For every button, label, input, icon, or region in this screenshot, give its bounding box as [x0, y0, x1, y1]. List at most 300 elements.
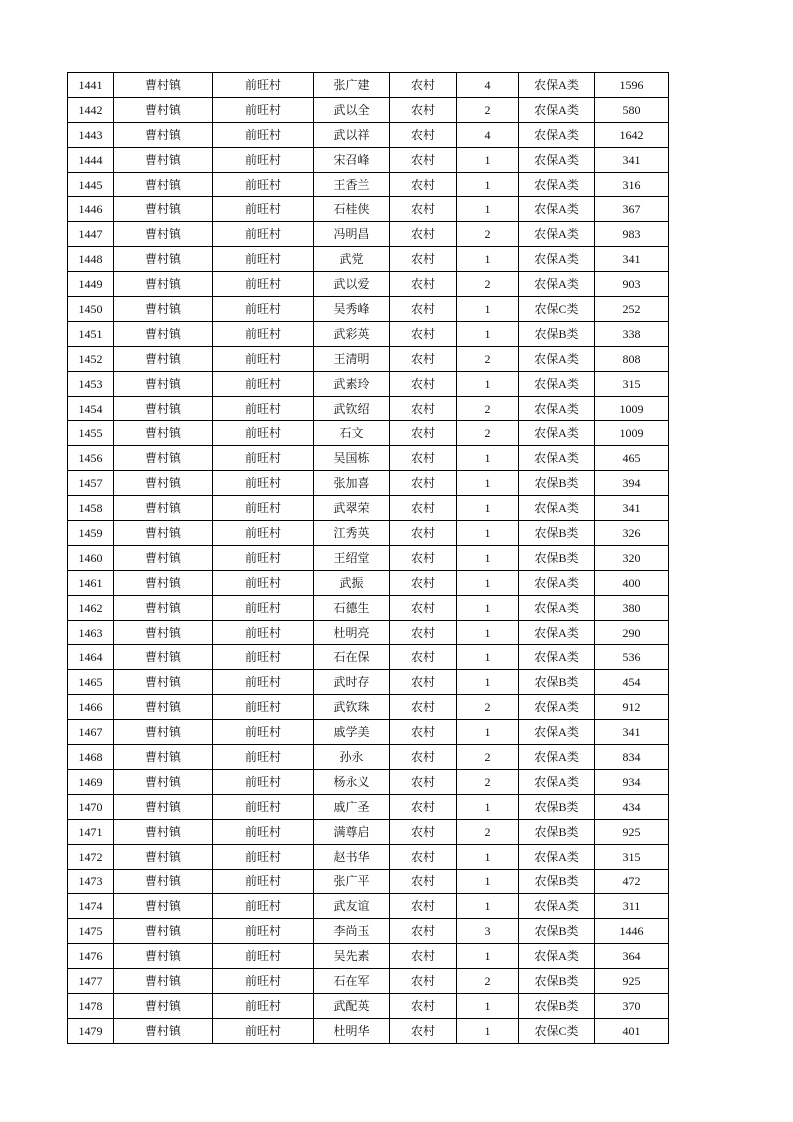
cell-household-size: 1: [457, 670, 519, 695]
cell-town: 曹村镇: [114, 222, 213, 247]
cell-village: 前旺村: [213, 645, 314, 670]
cell-insurance-category: 农保B类: [519, 321, 595, 346]
table-row: [68, 944, 669, 969]
cell-household-size: 1: [457, 720, 519, 745]
cell-village: 前旺村: [213, 545, 314, 570]
cell-town: 曹村镇: [114, 346, 213, 371]
cell-village: 前旺村: [213, 496, 314, 521]
cell-row-number: 1463: [68, 620, 114, 645]
cell-household-size: 1: [457, 371, 519, 396]
cell-household-type: 农村: [390, 197, 457, 222]
cell-town: 曹村镇: [114, 321, 213, 346]
table-row: [68, 97, 669, 122]
cell-village: 前旺村: [213, 894, 314, 919]
cell-household-type: 农村: [390, 73, 457, 98]
cell-row-number: 1465: [68, 670, 114, 695]
cell-amount: 252: [595, 297, 669, 322]
cell-household-type: 农村: [390, 695, 457, 720]
cell-row-number: 1449: [68, 272, 114, 297]
cell-town: 曹村镇: [114, 620, 213, 645]
cell-row-number: 1448: [68, 247, 114, 272]
cell-name: 戚广圣: [314, 794, 390, 819]
cell-household-type: 农村: [390, 297, 457, 322]
table-row: [68, 122, 669, 147]
cell-name: 张广平: [314, 869, 390, 894]
cell-row-number: 1456: [68, 446, 114, 471]
cell-household-type: 农村: [390, 844, 457, 869]
cell-insurance-category: 农保A类: [519, 595, 595, 620]
cell-village: 前旺村: [213, 147, 314, 172]
table-row: [68, 844, 669, 869]
cell-town: 曹村镇: [114, 496, 213, 521]
cell-amount: 434: [595, 794, 669, 819]
cell-row-number: 1452: [68, 346, 114, 371]
cell-village: 前旺村: [213, 446, 314, 471]
cell-name: 孙永: [314, 745, 390, 770]
cell-household-size: 1: [457, 894, 519, 919]
cell-amount: 903: [595, 272, 669, 297]
cell-amount: 536: [595, 645, 669, 670]
cell-row-number: 1470: [68, 794, 114, 819]
table-row: [68, 969, 669, 994]
cell-insurance-category: 农保B类: [519, 670, 595, 695]
cell-name: 武翠荣: [314, 496, 390, 521]
cell-insurance-category: 农保B类: [519, 521, 595, 546]
cell-name: 吴秀峰: [314, 297, 390, 322]
cell-town: 曹村镇: [114, 1018, 213, 1043]
cell-village: 前旺村: [213, 521, 314, 546]
cell-name: 武配英: [314, 993, 390, 1018]
cell-amount: 341: [595, 247, 669, 272]
cell-row-number: 1478: [68, 993, 114, 1018]
cell-amount: 934: [595, 769, 669, 794]
cell-household-size: 2: [457, 222, 519, 247]
cell-household-size: 1: [457, 446, 519, 471]
cell-household-size: 2: [457, 695, 519, 720]
cell-household-size: 1: [457, 993, 519, 1018]
cell-row-number: 1446: [68, 197, 114, 222]
cell-insurance-category: 农保B类: [519, 471, 595, 496]
cell-name: 李尚玉: [314, 919, 390, 944]
cell-village: 前旺村: [213, 695, 314, 720]
cell-row-number: 1466: [68, 695, 114, 720]
cell-household-size: 1: [457, 794, 519, 819]
cell-household-type: 农村: [390, 396, 457, 421]
cell-name: 吴国栋: [314, 446, 390, 471]
cell-household-type: 农村: [390, 321, 457, 346]
cell-amount: 326: [595, 521, 669, 546]
cell-amount: 290: [595, 620, 669, 645]
cell-name: 武以全: [314, 97, 390, 122]
table-row: [68, 819, 669, 844]
cell-amount: 1009: [595, 421, 669, 446]
cell-row-number: 1443: [68, 122, 114, 147]
cell-village: 前旺村: [213, 1018, 314, 1043]
cell-amount: 808: [595, 346, 669, 371]
cell-name: 武以爱: [314, 272, 390, 297]
cell-village: 前旺村: [213, 570, 314, 595]
cell-amount: 912: [595, 695, 669, 720]
cell-village: 前旺村: [213, 73, 314, 98]
cell-insurance-category: 农保A类: [519, 496, 595, 521]
cell-row-number: 1473: [68, 869, 114, 894]
cell-household-size: 2: [457, 346, 519, 371]
table-body: [68, 73, 669, 1044]
cell-amount: 394: [595, 471, 669, 496]
cell-amount: 983: [595, 222, 669, 247]
cell-household-type: 农村: [390, 222, 457, 247]
cell-town: 曹村镇: [114, 894, 213, 919]
cell-town: 曹村镇: [114, 819, 213, 844]
cell-village: 前旺村: [213, 944, 314, 969]
cell-amount: 472: [595, 869, 669, 894]
cell-village: 前旺村: [213, 794, 314, 819]
cell-household-size: 1: [457, 297, 519, 322]
cell-amount: 367: [595, 197, 669, 222]
cell-village: 前旺村: [213, 172, 314, 197]
cell-row-number: 1447: [68, 222, 114, 247]
table-row: [68, 1018, 669, 1043]
cell-village: 前旺村: [213, 297, 314, 322]
cell-household-type: 农村: [390, 819, 457, 844]
cell-row-number: 1457: [68, 471, 114, 496]
cell-village: 前旺村: [213, 396, 314, 421]
cell-household-type: 农村: [390, 969, 457, 994]
cell-insurance-category: 农保A类: [519, 620, 595, 645]
cell-household-type: 农村: [390, 172, 457, 197]
cell-household-type: 农村: [390, 993, 457, 1018]
table-row: [68, 620, 669, 645]
cell-insurance-category: 农保A类: [519, 645, 595, 670]
table-row: [68, 869, 669, 894]
cell-household-size: 2: [457, 745, 519, 770]
cell-household-type: 农村: [390, 346, 457, 371]
cell-town: 曹村镇: [114, 172, 213, 197]
cell-household-type: 农村: [390, 371, 457, 396]
cell-row-number: 1445: [68, 172, 114, 197]
cell-household-type: 农村: [390, 545, 457, 570]
table-row: [68, 172, 669, 197]
table-row: [68, 794, 669, 819]
table-row: [68, 695, 669, 720]
cell-insurance-category: 农保A类: [519, 272, 595, 297]
cell-village: 前旺村: [213, 421, 314, 446]
cell-row-number: 1464: [68, 645, 114, 670]
cell-name: 王香兰: [314, 172, 390, 197]
cell-row-number: 1472: [68, 844, 114, 869]
cell-household-size: 1: [457, 944, 519, 969]
cell-row-number: 1441: [68, 73, 114, 98]
cell-insurance-category: 农保A类: [519, 97, 595, 122]
table-row: [68, 147, 669, 172]
cell-amount: 925: [595, 819, 669, 844]
table-row: [68, 471, 669, 496]
cell-household-type: 农村: [390, 496, 457, 521]
cell-village: 前旺村: [213, 869, 314, 894]
cell-town: 曹村镇: [114, 720, 213, 745]
cell-insurance-category: 农保B类: [519, 969, 595, 994]
table-row: [68, 73, 669, 98]
cell-row-number: 1462: [68, 595, 114, 620]
cell-household-type: 农村: [390, 919, 457, 944]
cell-amount: 1009: [595, 396, 669, 421]
cell-town: 曹村镇: [114, 297, 213, 322]
cell-name: 武钦绍: [314, 396, 390, 421]
cell-household-type: 农村: [390, 521, 457, 546]
cell-household-size: 2: [457, 421, 519, 446]
cell-insurance-category: 农保A类: [519, 745, 595, 770]
table-row: [68, 272, 669, 297]
table-row: [68, 894, 669, 919]
table-row: [68, 396, 669, 421]
cell-village: 前旺村: [213, 122, 314, 147]
cell-household-size: 1: [457, 247, 519, 272]
cell-insurance-category: 农保B类: [519, 869, 595, 894]
cell-insurance-category: 农保A类: [519, 73, 595, 98]
cell-household-size: 4: [457, 122, 519, 147]
cell-village: 前旺村: [213, 321, 314, 346]
cell-insurance-category: 农保B类: [519, 794, 595, 819]
table-row: [68, 545, 669, 570]
cell-household-type: 农村: [390, 272, 457, 297]
cell-insurance-category: 农保A类: [519, 122, 595, 147]
cell-row-number: 1460: [68, 545, 114, 570]
cell-town: 曹村镇: [114, 197, 213, 222]
cell-row-number: 1450: [68, 297, 114, 322]
cell-name: 武友谊: [314, 894, 390, 919]
cell-household-type: 农村: [390, 122, 457, 147]
cell-name: 石在军: [314, 969, 390, 994]
cell-insurance-category: 农保B类: [519, 819, 595, 844]
cell-household-type: 农村: [390, 620, 457, 645]
cell-amount: 311: [595, 894, 669, 919]
cell-row-number: 1459: [68, 521, 114, 546]
cell-village: 前旺村: [213, 720, 314, 745]
cell-amount: 341: [595, 720, 669, 745]
beneficiary-table: [67, 72, 669, 1044]
cell-village: 前旺村: [213, 471, 314, 496]
cell-name: 王绍堂: [314, 545, 390, 570]
cell-town: 曹村镇: [114, 869, 213, 894]
table-row: [68, 645, 669, 670]
cell-name: 石德生: [314, 595, 390, 620]
cell-household-size: 1: [457, 869, 519, 894]
cell-town: 曹村镇: [114, 794, 213, 819]
cell-town: 曹村镇: [114, 396, 213, 421]
cell-household-size: 1: [457, 1018, 519, 1043]
cell-village: 前旺村: [213, 670, 314, 695]
cell-amount: 465: [595, 446, 669, 471]
table-row: [68, 496, 669, 521]
cell-household-type: 农村: [390, 570, 457, 595]
cell-village: 前旺村: [213, 620, 314, 645]
cell-amount: 341: [595, 496, 669, 521]
cell-row-number: 1474: [68, 894, 114, 919]
cell-town: 曹村镇: [114, 247, 213, 272]
cell-household-type: 农村: [390, 745, 457, 770]
cell-insurance-category: 农保A类: [519, 371, 595, 396]
cell-household-size: 2: [457, 97, 519, 122]
cell-town: 曹村镇: [114, 769, 213, 794]
table-row: [68, 346, 669, 371]
cell-insurance-category: 农保C类: [519, 297, 595, 322]
cell-household-size: 1: [457, 620, 519, 645]
cell-insurance-category: 农保A类: [519, 172, 595, 197]
cell-village: 前旺村: [213, 919, 314, 944]
table-row: [68, 247, 669, 272]
cell-name: 石文: [314, 421, 390, 446]
table-row: [68, 919, 669, 944]
table-row: [68, 720, 669, 745]
cell-village: 前旺村: [213, 745, 314, 770]
cell-insurance-category: 农保A类: [519, 894, 595, 919]
cell-insurance-category: 农保A类: [519, 421, 595, 446]
cell-row-number: 1475: [68, 919, 114, 944]
cell-household-size: 1: [457, 321, 519, 346]
cell-name: 武以祥: [314, 122, 390, 147]
cell-row-number: 1479: [68, 1018, 114, 1043]
cell-row-number: 1476: [68, 944, 114, 969]
table-row: [68, 321, 669, 346]
cell-town: 曹村镇: [114, 595, 213, 620]
cell-row-number: 1453: [68, 371, 114, 396]
table-row: [68, 570, 669, 595]
cell-town: 曹村镇: [114, 421, 213, 446]
cell-household-type: 农村: [390, 471, 457, 496]
cell-amount: 380: [595, 595, 669, 620]
cell-row-number: 1468: [68, 745, 114, 770]
cell-name: 武钦珠: [314, 695, 390, 720]
cell-household-type: 农村: [390, 446, 457, 471]
cell-amount: 341: [595, 147, 669, 172]
cell-household-size: 2: [457, 969, 519, 994]
cell-row-number: 1471: [68, 819, 114, 844]
cell-household-size: 2: [457, 396, 519, 421]
cell-amount: 320: [595, 545, 669, 570]
cell-village: 前旺村: [213, 819, 314, 844]
cell-name: 武素玲: [314, 371, 390, 396]
cell-village: 前旺村: [213, 769, 314, 794]
cell-village: 前旺村: [213, 197, 314, 222]
cell-household-size: 1: [457, 471, 519, 496]
cell-town: 曹村镇: [114, 147, 213, 172]
cell-amount: 400: [595, 570, 669, 595]
cell-household-size: 1: [457, 496, 519, 521]
cell-amount: 315: [595, 371, 669, 396]
cell-household-type: 农村: [390, 670, 457, 695]
cell-name: 武彩英: [314, 321, 390, 346]
table-row: [68, 993, 669, 1018]
cell-insurance-category: 农保A类: [519, 222, 595, 247]
cell-village: 前旺村: [213, 247, 314, 272]
cell-insurance-category: 农保A类: [519, 570, 595, 595]
cell-household-type: 农村: [390, 769, 457, 794]
cell-insurance-category: 农保A类: [519, 446, 595, 471]
cell-name: 赵书华: [314, 844, 390, 869]
cell-insurance-category: 农保A类: [519, 247, 595, 272]
cell-row-number: 1442: [68, 97, 114, 122]
cell-row-number: 1454: [68, 396, 114, 421]
table-row: [68, 670, 669, 695]
cell-name: 张加喜: [314, 471, 390, 496]
cell-town: 曹村镇: [114, 371, 213, 396]
cell-town: 曹村镇: [114, 844, 213, 869]
cell-amount: 370: [595, 993, 669, 1018]
cell-village: 前旺村: [213, 844, 314, 869]
cell-insurance-category: 农保B类: [519, 545, 595, 570]
cell-amount: 316: [595, 172, 669, 197]
cell-amount: 1596: [595, 73, 669, 98]
cell-row-number: 1477: [68, 969, 114, 994]
cell-name: 杨永义: [314, 769, 390, 794]
table-row: [68, 769, 669, 794]
cell-insurance-category: 农保A类: [519, 844, 595, 869]
table-row: [68, 421, 669, 446]
cell-household-size: 1: [457, 844, 519, 869]
cell-row-number: 1469: [68, 769, 114, 794]
cell-village: 前旺村: [213, 346, 314, 371]
cell-household-type: 农村: [390, 147, 457, 172]
cell-household-size: 1: [457, 172, 519, 197]
cell-household-type: 农村: [390, 1018, 457, 1043]
cell-town: 曹村镇: [114, 919, 213, 944]
cell-row-number: 1461: [68, 570, 114, 595]
cell-amount: 1446: [595, 919, 669, 944]
cell-household-type: 农村: [390, 894, 457, 919]
cell-household-size: 4: [457, 73, 519, 98]
cell-town: 曹村镇: [114, 122, 213, 147]
cell-household-size: 3: [457, 919, 519, 944]
table-row: [68, 197, 669, 222]
cell-name: 戚学美: [314, 720, 390, 745]
cell-insurance-category: 农保A类: [519, 147, 595, 172]
cell-name: 冯明昌: [314, 222, 390, 247]
cell-household-size: 1: [457, 545, 519, 570]
cell-household-type: 农村: [390, 869, 457, 894]
cell-town: 曹村镇: [114, 670, 213, 695]
table-row: [68, 297, 669, 322]
cell-village: 前旺村: [213, 272, 314, 297]
cell-village: 前旺村: [213, 371, 314, 396]
cell-town: 曹村镇: [114, 446, 213, 471]
cell-name: 宋召峰: [314, 147, 390, 172]
table-row: [68, 222, 669, 247]
cell-amount: 338: [595, 321, 669, 346]
cell-household-type: 农村: [390, 97, 457, 122]
table-row: [68, 745, 669, 770]
cell-amount: 401: [595, 1018, 669, 1043]
cell-household-size: 2: [457, 819, 519, 844]
cell-insurance-category: 农保B类: [519, 919, 595, 944]
cell-village: 前旺村: [213, 969, 314, 994]
table-row: [68, 521, 669, 546]
cell-amount: 834: [595, 745, 669, 770]
cell-insurance-category: 农保A类: [519, 695, 595, 720]
cell-town: 曹村镇: [114, 993, 213, 1018]
cell-household-type: 农村: [390, 421, 457, 446]
cell-town: 曹村镇: [114, 969, 213, 994]
cell-household-size: 1: [457, 147, 519, 172]
cell-village: 前旺村: [213, 97, 314, 122]
cell-name: 江秀英: [314, 521, 390, 546]
cell-household-type: 农村: [390, 247, 457, 272]
cell-town: 曹村镇: [114, 745, 213, 770]
cell-town: 曹村镇: [114, 272, 213, 297]
cell-name: 杜明华: [314, 1018, 390, 1043]
cell-town: 曹村镇: [114, 471, 213, 496]
cell-town: 曹村镇: [114, 645, 213, 670]
cell-town: 曹村镇: [114, 73, 213, 98]
